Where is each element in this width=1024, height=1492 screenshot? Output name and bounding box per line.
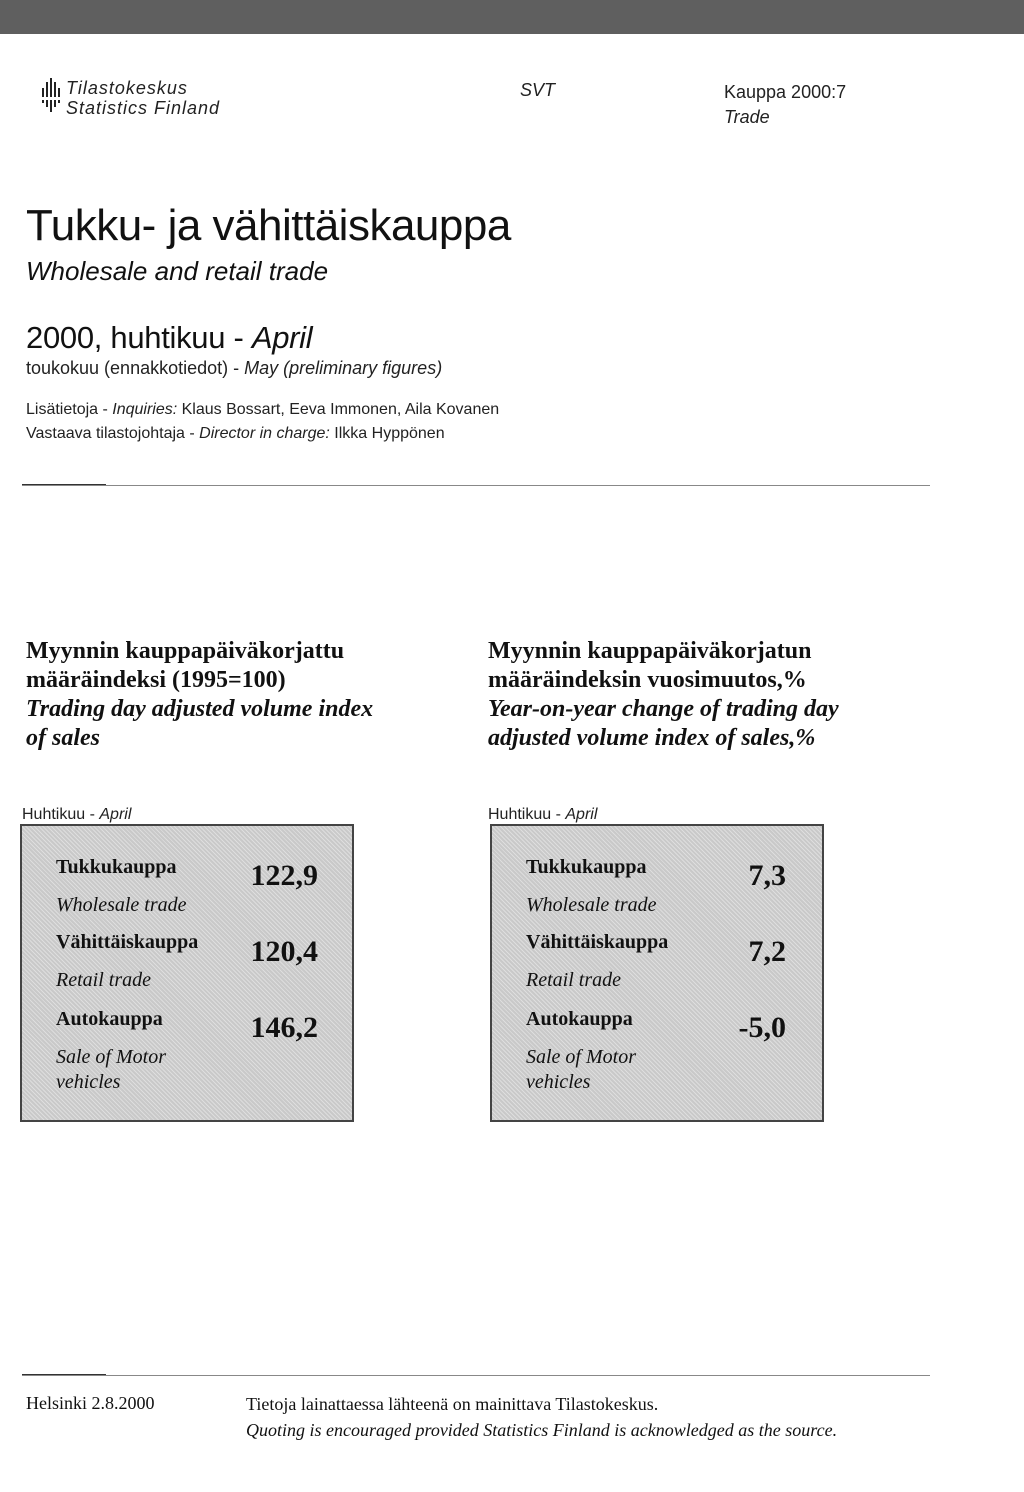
left-heading xyxy=(26,637,373,753)
row-value: 7,2 xyxy=(748,935,786,968)
prelim-en: May (preliminary figures) xyxy=(244,358,443,378)
row-label-fi: Autokauppa xyxy=(56,1008,163,1030)
row-label-fi: Tukkukauppa xyxy=(56,856,177,878)
inquiries-names: Klaus Bossart, Eeva Immonen, Aila Kovanen xyxy=(177,401,500,418)
document-subtitle: Wholesale and retail trade xyxy=(26,256,329,286)
citation-note-fi: Tietoja lainattaessa lähteenä on mainittava Tilastokeskus. xyxy=(246,1394,659,1414)
citation-note xyxy=(246,1391,837,1443)
prelim-fi: toukokuu (ennakkotiedot) - xyxy=(26,358,245,378)
statistics-finland-logo xyxy=(40,76,64,116)
row-label-en: vehicles xyxy=(56,1071,121,1093)
row-value: 146,2 xyxy=(250,1011,318,1044)
director-line xyxy=(26,422,499,446)
director-label-fi: Vastaava tilastojohtaja - xyxy=(26,425,200,442)
right-heading-en-1: Year-on-year change of trading day xyxy=(488,696,839,722)
top-bar xyxy=(0,0,1024,34)
publication-topic: Trade xyxy=(724,107,770,127)
row-label-en: Sale of Motor xyxy=(56,1046,166,1068)
row-label-en: vehicles xyxy=(526,1071,591,1093)
row-label-fi: Tukkukauppa xyxy=(526,856,647,878)
right-caption-en: April xyxy=(565,806,598,823)
left-heading-fi-2: määräindeksi (1995=100) xyxy=(26,667,286,693)
inquiries-line xyxy=(26,398,499,422)
right-panel-caption xyxy=(488,806,597,824)
row-label-en: Retail trade xyxy=(56,969,151,991)
row-value: -5,0 xyxy=(738,1011,786,1044)
section-divider xyxy=(22,485,930,486)
reference-period xyxy=(26,320,312,356)
row-label-en: Wholesale trade xyxy=(56,894,187,916)
document-title: Tukku- ja vähittäiskauppa xyxy=(26,201,511,250)
right-heading-fi-2: määräindeksin vuosimuutos,% xyxy=(488,667,807,693)
period-en: April xyxy=(251,320,313,355)
contact-info xyxy=(26,398,499,446)
row-label-fi: Vähittäiskauppa xyxy=(526,931,669,953)
left-heading-en-2: of sales xyxy=(26,725,100,751)
organisation-name xyxy=(66,78,220,118)
row-value: 120,4 xyxy=(250,935,318,968)
row-value: 122,9 xyxy=(250,859,318,892)
publication-number: Kauppa 2000:7 xyxy=(724,82,847,102)
right-heading xyxy=(488,637,839,753)
director-label-en: Director in charge: xyxy=(199,425,330,442)
publication-info xyxy=(724,80,846,130)
director-name: Ilkka Hyppönen xyxy=(329,425,445,442)
row-label-en: Retail trade xyxy=(526,969,621,991)
left-panel-caption xyxy=(22,806,131,824)
row-label-fi: Autokauppa xyxy=(526,1008,633,1030)
volume-index-panel xyxy=(20,824,354,1122)
right-heading-en-2: adjusted volume index of sales,% xyxy=(488,725,816,751)
series-label: SVT xyxy=(520,80,556,100)
period-fi: 2000, huhtikuu - xyxy=(26,320,252,355)
right-caption-fi: Huhtikuu - xyxy=(488,806,566,823)
left-heading-fi-1: Myynnin kauppapäiväkorjattu xyxy=(26,638,345,664)
left-caption-fi: Huhtikuu - xyxy=(22,806,100,823)
citation-note-en: Quoting is encouraged provided Statistics Finland is acknowledged as the source. xyxy=(246,1420,838,1440)
yoy-change-panel xyxy=(490,824,824,1122)
left-heading-en-1: Trading day adjusted volume index xyxy=(26,696,374,722)
footer-divider xyxy=(22,1375,930,1376)
place-and-date: Helsinki 2.8.2000 xyxy=(26,1393,155,1413)
row-label-en: Wholesale trade xyxy=(526,894,657,916)
org-name-en: Statistics Finland xyxy=(66,98,221,118)
left-caption-en: April xyxy=(99,806,132,823)
right-heading-fi-1: Myynnin kauppapäiväkorjatun xyxy=(488,638,812,664)
preliminary-period xyxy=(26,358,442,379)
org-name-fi: Tilastokeskus xyxy=(66,78,188,98)
row-label-en: Sale of Motor xyxy=(526,1046,636,1068)
inquiries-label-en: Inquiries: xyxy=(112,401,178,418)
row-value: 7,3 xyxy=(748,859,786,892)
row-label-fi: Vähittäiskauppa xyxy=(56,931,199,953)
inquiries-label-fi: Lisätietoja - xyxy=(26,401,113,418)
